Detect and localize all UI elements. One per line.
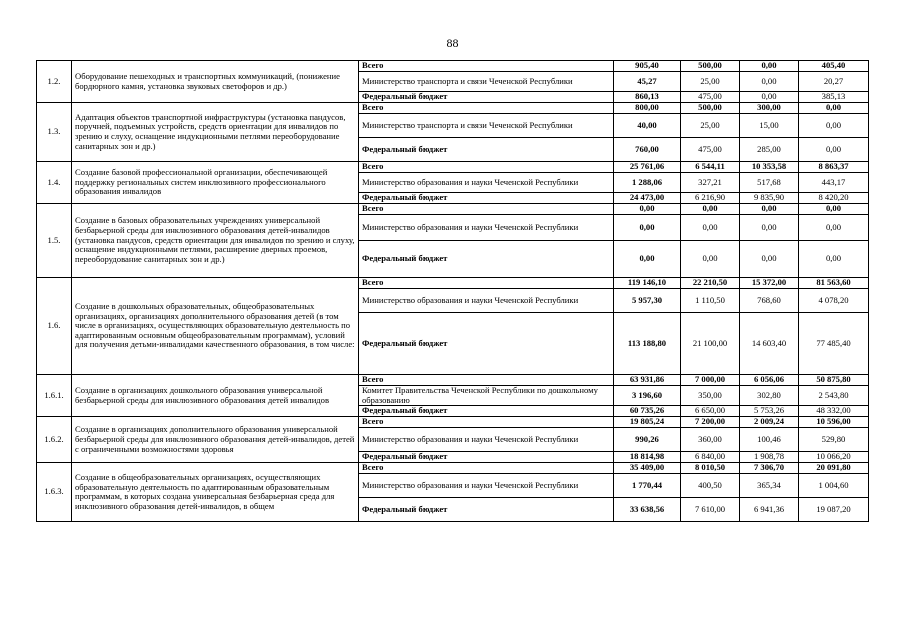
funding-source: Министерство образования и науки Чеченской Республики [359,173,614,193]
amount-year: 443,17 [799,173,869,193]
amount-year: 0,00 [681,215,740,241]
amount-year: 5 753,26 [740,406,799,417]
amount-total: 63 931,86 [614,375,681,386]
amount-total: 19 805,24 [614,417,681,428]
amount-year: 6 840,00 [681,452,740,463]
amount-total: 119 146,10 [614,278,681,289]
amount-total: 0,00 [614,215,681,241]
amount-total: 0,00 [614,204,681,215]
amount-year: 768,60 [740,289,799,313]
funding-source: Федеральный бюджет [359,241,614,278]
amount-year: 6 941,36 [740,498,799,522]
amount-total: 1 288,06 [614,173,681,193]
amount-year: 10 066,20 [799,452,869,463]
budget-table [36,60,869,522]
amount-year: 475,00 [681,138,740,162]
amount-year: 0,00 [740,72,799,92]
amount-year: 48 332,00 [799,406,869,417]
amount-year: 2 543,80 [799,386,869,406]
amount-year: 500,00 [681,61,740,72]
funding-source: Всего [359,278,614,289]
amount-year: 100,46 [740,428,799,452]
measure-number: 1.6. [37,278,72,375]
funding-source: Министерство образования и науки Чеченской Республики [359,428,614,452]
funding-source: Министерство образования и науки Чеченской Республики [359,215,614,241]
amount-year: 14 603,40 [740,313,799,375]
amount-year: 6 650,00 [681,406,740,417]
amount-total: 60 735,26 [614,406,681,417]
amount-total: 0,00 [614,241,681,278]
amount-total: 5 957,30 [614,289,681,313]
amount-year: 9 835,90 [740,193,799,204]
funding-row [37,463,869,474]
funding-source: Федеральный бюджет [359,452,614,463]
amount-year: 350,00 [681,386,740,406]
measure-description: Создание в организациях дополнительного образования универсальной безбарьерной среды для инклюзивного образования детей-инвалидов, детей с ограниченными возможностями здоровья [72,417,359,463]
funding-source: Федеральный бюджет [359,138,614,162]
amount-year: 50 875,80 [799,375,869,386]
amount-year: 285,00 [740,138,799,162]
amount-total: 35 409,00 [614,463,681,474]
amount-year: 7 000,00 [681,375,740,386]
funding-row [37,204,869,215]
measure-number: 1.6.2. [37,417,72,463]
amount-year: 21 100,00 [681,313,740,375]
amount-year: 8 863,37 [799,162,869,173]
amount-year: 327,21 [681,173,740,193]
funding-source: Министерство транспорта и связи Чеченской Республики [359,72,614,92]
amount-year: 365,34 [740,474,799,498]
amount-year: 6 056,06 [740,375,799,386]
amount-year: 77 485,40 [799,313,869,375]
amount-year: 7 200,00 [681,417,740,428]
amount-year: 10 353,58 [740,162,799,173]
amount-year: 360,00 [681,428,740,452]
amount-year: 15 372,00 [740,278,799,289]
measure-number: 1.3. [37,103,72,162]
measure-description: Оборудование пешеходных и транспортных коммуникаций, (понижение бордюрного камня, установка звуковых светофоров и др.) [72,61,359,103]
funding-row [37,103,869,114]
amount-total: 990,26 [614,428,681,452]
amount-year: 0,00 [740,92,799,103]
measure-description: Адаптация объектов транспортной инфраструктуры (установка пандусов, поручней, подъемных устройств, средств ориентации для инвалидов по зрению и слуху, оснащение индукционными петлями переоборудование санитарных зон и др.) [72,103,359,162]
amount-year: 19 087,20 [799,498,869,522]
amount-year: 385,13 [799,92,869,103]
amount-total: 25 761,06 [614,162,681,173]
amount-year: 0,00 [740,204,799,215]
amount-year: 500,00 [681,103,740,114]
amount-year: 6 216,90 [681,193,740,204]
amount-year: 10 596,00 [799,417,869,428]
measure-number: 1.5. [37,204,72,278]
measure-number: 1.2. [37,61,72,103]
measure-description: Создание базовой профессиональной организации, обеспечивающей поддержку региональных систем инклюзивного профессионального образования инвалидов [72,162,359,204]
amount-year: 6 544,11 [681,162,740,173]
funding-source: Федеральный бюджет [359,193,614,204]
amount-total: 1 770,44 [614,474,681,498]
amount-year: 0,00 [681,204,740,215]
amount-total: 33 638,56 [614,498,681,522]
amount-year: 2 009,24 [740,417,799,428]
funding-source: Всего [359,103,614,114]
funding-row [37,375,869,386]
funding-source: Федеральный бюджет [359,406,614,417]
funding-source: Федеральный бюджет [359,498,614,522]
amount-year: 0,00 [740,61,799,72]
funding-source: Всего [359,162,614,173]
funding-source: Всего [359,463,614,474]
amount-year: 0,00 [799,204,869,215]
amount-year: 0,00 [740,215,799,241]
amount-total: 24 473,00 [614,193,681,204]
amount-total: 18 814,98 [614,452,681,463]
amount-total: 800,00 [614,103,681,114]
funding-row [37,162,869,173]
amount-year: 1 110,50 [681,289,740,313]
amount-year: 81 563,60 [799,278,869,289]
amount-year: 0,00 [740,241,799,278]
amount-year: 22 210,50 [681,278,740,289]
amount-year: 25,00 [681,114,740,138]
amount-year: 7 610,00 [681,498,740,522]
amount-year: 0,00 [799,241,869,278]
amount-year: 405,40 [799,61,869,72]
measure-number: 1.6.3. [37,463,72,522]
amount-year: 4 078,20 [799,289,869,313]
amount-year: 15,00 [740,114,799,138]
funding-source: Всего [359,61,614,72]
page-number: 88 [446,36,459,50]
measure-description: Создание в базовых образовательных учреждениях универсальной безбарьерной среды для инклюзивного образования детей-инвалидов (установка пандусов, средств ориентации для инвалидов по зрению и слуху, оснащение индукционными петлями, расширение дверных проемов, переоборудование санитарных зон и др.) [72,204,359,278]
funding-row [37,417,869,428]
measure-number: 1.6.1. [37,375,72,417]
measure-number: 1.4. [37,162,72,204]
funding-source: Министерство образования и науки Чеченской Республики [359,289,614,313]
amount-year: 0,00 [799,114,869,138]
amount-total: 113 188,80 [614,313,681,375]
amount-total: 40,00 [614,114,681,138]
funding-source: Министерство транспорта и связи Чеченской Республики [359,114,614,138]
amount-year: 0,00 [799,215,869,241]
amount-year: 529,80 [799,428,869,452]
amount-year: 1 908,78 [740,452,799,463]
amount-year: 25,00 [681,72,740,92]
amount-total: 760,00 [614,138,681,162]
measure-description: Создание в организациях дошкольного образования универсальной безбарьерной среды для инклюзивного образования детей инвалидов [72,375,359,417]
funding-source: Федеральный бюджет [359,313,614,375]
amount-year: 0,00 [799,138,869,162]
funding-source: Министерство образования и науки Чеченской Республики [359,474,614,498]
measure-description: Создание в дошкольных образовательных, общеобразовательных организациях, организациях дополнительного образования детей (в том числе в организациях, осуществляющих образовательную деятельность по адаптированным основным общеобразовательным программам), условий для получения детьми-инвалидами качественного образования, в том числе: [72,278,359,375]
funding-source: Комитет Правительства Чеченской Республики по дошкольному образованию [359,386,614,406]
amount-year: 1 004,60 [799,474,869,498]
amount-year: 517,68 [740,173,799,193]
budget-table-body [37,61,869,522]
amount-total: 45,27 [614,72,681,92]
amount-year: 20 091,80 [799,463,869,474]
funding-row [37,278,869,289]
funding-row [37,61,869,72]
amount-total: 3 196,60 [614,386,681,406]
amount-year: 300,00 [740,103,799,114]
funding-source: Всего [359,375,614,386]
amount-year: 8 420,20 [799,193,869,204]
funding-source: Федеральный бюджет [359,92,614,103]
amount-total: 905,40 [614,61,681,72]
amount-total: 860,13 [614,92,681,103]
funding-source: Всего [359,417,614,428]
amount-year: 20,27 [799,72,869,92]
funding-source: Всего [359,204,614,215]
amount-year: 400,50 [681,474,740,498]
amount-year: 0,00 [799,103,869,114]
amount-year: 7 306,70 [740,463,799,474]
measure-description: Создание в общеобразовательных организациях, осуществляющих образовательную деятельность по адаптированным образовательным программам, в которых создана универсальная безбарьерная среда для инклюзивного образования детей-инвалидов, в общем [72,463,359,522]
amount-year: 8 010,50 [681,463,740,474]
amount-year: 302,80 [740,386,799,406]
amount-year: 0,00 [681,241,740,278]
amount-year: 475,00 [681,92,740,103]
